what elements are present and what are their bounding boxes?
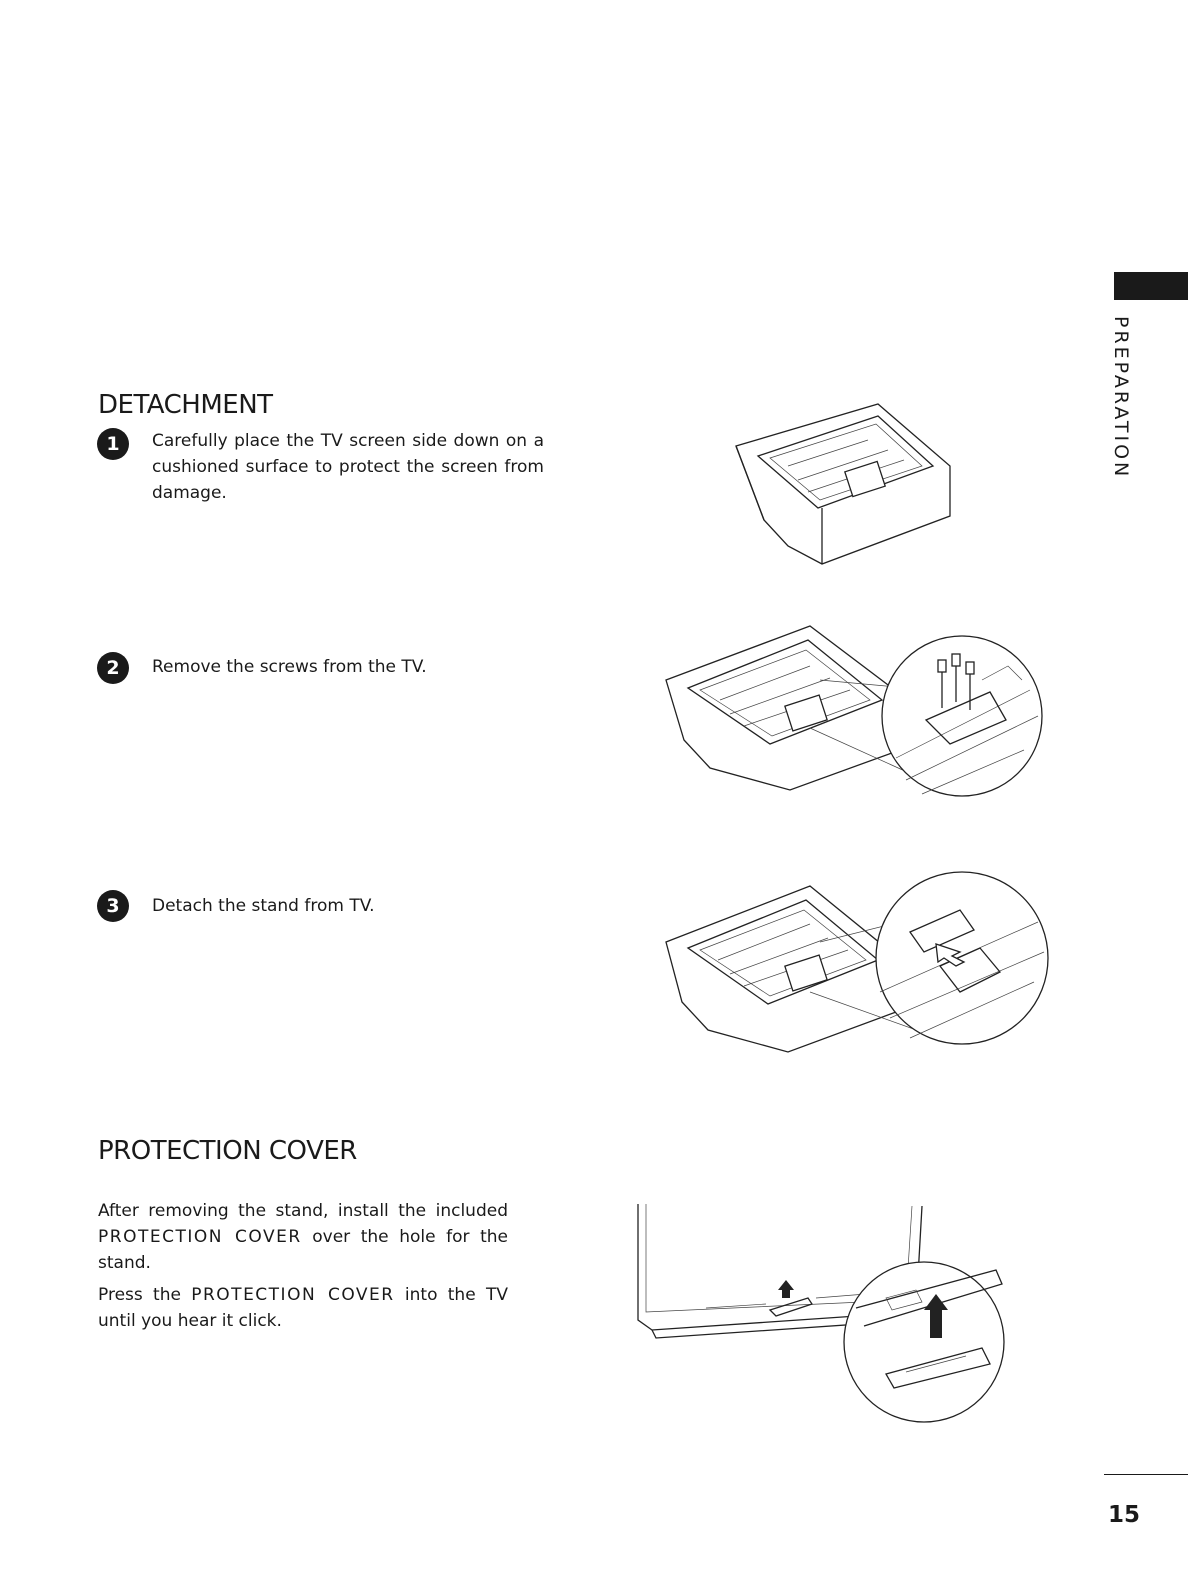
para1-before: After removing the stand, install the included: [98, 1201, 508, 1221]
step-1-badge: 1: [97, 428, 129, 460]
detachment-heading: DETACHMENT: [98, 390, 273, 420]
illustration-remove-screws: [660, 620, 1050, 812]
step-2-badge: 2: [97, 652, 129, 684]
para1-emphasis: PROTECTION COVER: [98, 1227, 302, 1247]
illustration-tv-face-down: [728, 396, 958, 568]
step-2-text: Remove the screws from the TV.: [152, 657, 427, 677]
step-3-badge: 3: [97, 890, 129, 922]
para2-before: Press the: [98, 1285, 192, 1305]
para1-after: over the hole for the stand.: [98, 1227, 508, 1273]
illustration-protection-cover: [636, 1198, 1036, 1428]
page-number: 15: [1108, 1502, 1141, 1528]
section-tab-marker: [1114, 272, 1188, 300]
step-1-text: Carefully place the TV screen side down on a cushioned surface to protect the screen from damage.: [152, 431, 544, 503]
para2-emphasis: PROTECTION COVER: [191, 1285, 395, 1305]
section-label: PREPARATION: [1110, 316, 1132, 480]
protection-cover-paragraph-2: [98, 1282, 508, 1334]
step-3-text: Detach the stand from TV.: [152, 896, 375, 916]
protection-cover-paragraph-1: [98, 1198, 508, 1276]
para2-after: into the TV until you hear it click.: [98, 1285, 508, 1331]
protection-cover-heading: PROTECTION COVER: [98, 1136, 357, 1166]
illustration-detach-stand: [660, 862, 1050, 1058]
footer-rule: [1104, 1474, 1188, 1475]
